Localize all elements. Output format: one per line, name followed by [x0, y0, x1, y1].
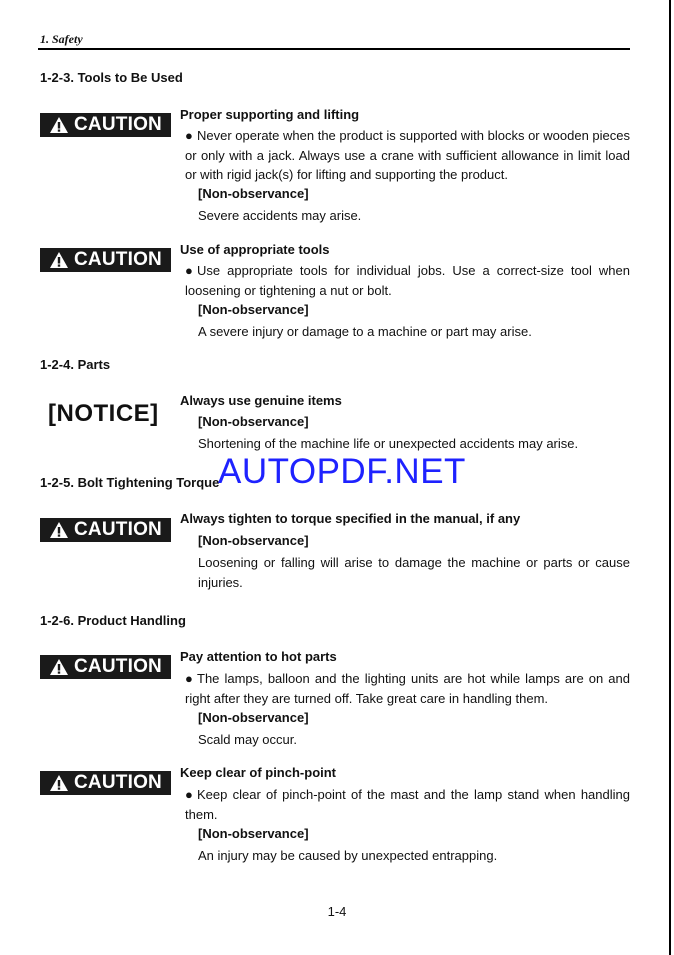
result-text: Shortening of the machine life or unexpected accidents may arise.: [198, 436, 579, 451]
header-rule: [38, 48, 630, 50]
caution-label: CAUTION: [74, 114, 162, 135]
page-number: 1-4: [327, 904, 347, 919]
running-header: 1. Safety: [40, 32, 83, 46]
notice-label: [NOTICE]: [48, 400, 159, 427]
item-title: Always use genuine items: [180, 393, 342, 408]
bullet-text: ● Keep clear of pinch-point of the mast and the lamp stand when handling them.: [185, 787, 630, 822]
item-title: Use of appropriate tools: [180, 242, 330, 257]
result-text: A severe injury or damage to a machine or part may arise.: [198, 324, 532, 339]
result-text: Severe accidents may arise.: [198, 208, 362, 223]
caution-badge: [40, 655, 171, 679]
caution-label: CAUTION: [74, 249, 162, 270]
warning-triangle-icon: [49, 116, 69, 134]
watermark: AUTOPDF.NET: [218, 452, 466, 491]
item-title: Proper supporting and lifting: [180, 107, 360, 122]
warning-triangle-icon: [49, 251, 69, 269]
warning-triangle-icon: [49, 658, 69, 676]
item-title: Always tighten to torque specified in the manual, if any: [180, 511, 521, 526]
non-observance-label: [Non-observance]: [198, 710, 309, 725]
caution-badge: [40, 248, 171, 272]
result-text: Scald may occur.: [198, 732, 297, 747]
caution-label: CAUTION: [74, 656, 162, 677]
non-observance-label: [Non-observance]: [198, 302, 309, 317]
item-title: Keep clear of pinch-point: [180, 765, 337, 780]
bullet-text: ● Never operate when the product is supported with blocks or wooden pieces or only with a jack. Always use a crane with sufficient allowance in limit load or with rigid jack(s) for lifting and supporting the product.: [185, 128, 630, 182]
non-observance-label: [Non-observance]: [198, 533, 309, 548]
result-text: Loosening or falling will arise to damage the machine or parts or cause injuries.: [198, 555, 630, 590]
non-observance-label: [Non-observance]: [198, 414, 309, 429]
result-text: An injury may be caused by unexpected entrapping.: [198, 848, 498, 863]
non-observance-label: [Non-observance]: [198, 186, 309, 201]
bullet-icon: ●: [185, 263, 193, 278]
page-border: [669, 0, 671, 955]
non-observance-label: [Non-observance]: [198, 826, 309, 841]
bullet-icon: ●: [185, 787, 193, 802]
item-title: Pay attention to hot parts: [180, 649, 337, 664]
caution-label: CAUTION: [74, 519, 162, 540]
caution-badge: [40, 113, 171, 137]
section-heading-torque: 1-2-5. Bolt Tightening Torque: [40, 475, 220, 490]
section-heading-parts: 1-2-4. Parts: [40, 357, 111, 372]
caution-badge: [40, 771, 171, 795]
section-heading-tools: 1-2-3. Tools to Be Used: [40, 70, 183, 85]
warning-triangle-icon: [49, 521, 69, 539]
caution-badge: [40, 518, 171, 542]
caution-label: CAUTION: [74, 772, 162, 793]
bullet-icon: ●: [185, 671, 193, 686]
section-heading-handling: 1-2-6. Product Handling: [40, 613, 186, 628]
bullet-icon: ●: [185, 128, 193, 143]
bullet-text: ● The lamps, balloon and the lighting units are hot while lamps are on and right after they are turned off. Take great care in handling them.: [185, 671, 630, 706]
bullet-text: ● Use appropriate tools for individual jobs. Use a correct-size tool when loosening or tightening a nut or bolt.: [185, 263, 630, 298]
warning-triangle-icon: [49, 774, 69, 792]
